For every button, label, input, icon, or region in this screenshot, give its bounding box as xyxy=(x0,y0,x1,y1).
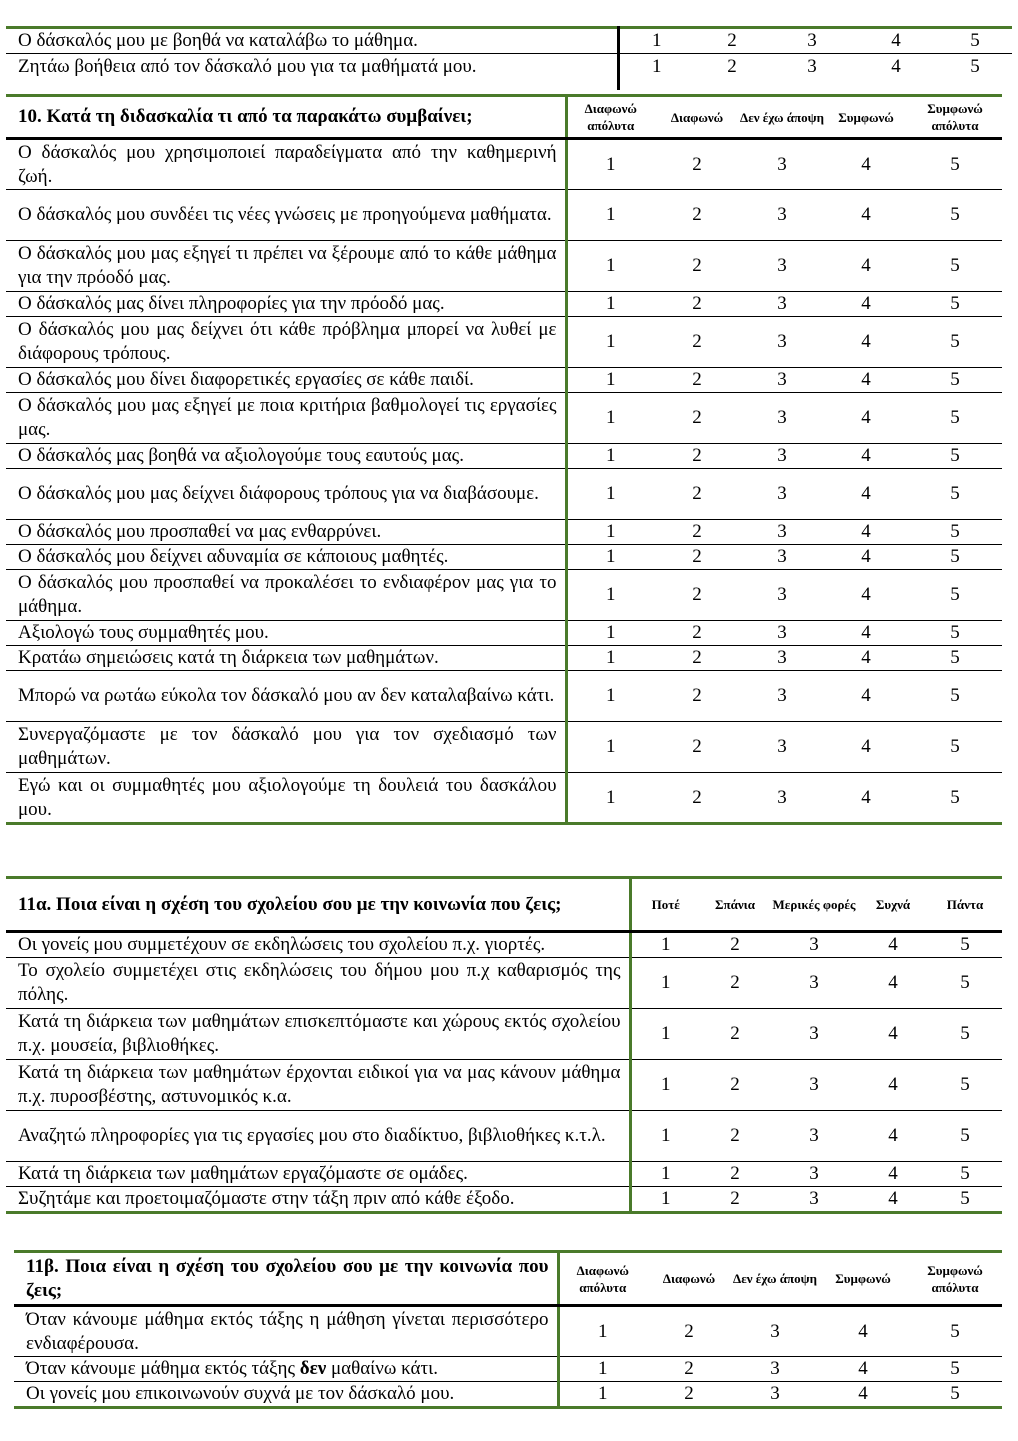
table-row xyxy=(6,722,1002,773)
option-5[interactable]: 5 xyxy=(908,545,1002,570)
table-row xyxy=(6,368,1002,393)
question-text: Ο δάσκαλός μας δίνει πληροφορίες για την πρόοδό μας. xyxy=(6,292,566,317)
option-4[interactable]: 4 xyxy=(824,773,908,824)
question-text: Συνεργαζόμαστε με τον δάσκαλό μου για τον σχεδιασμό των μαθημάτων. xyxy=(6,722,566,773)
option-3[interactable]: 3 xyxy=(770,1009,858,1060)
option-1[interactable]: 1 xyxy=(598,1320,608,1342)
option-2[interactable]: 2 xyxy=(654,292,740,317)
option-2[interactable]: 2 xyxy=(684,1320,694,1342)
option-1[interactable]: 1 xyxy=(630,1162,700,1187)
section-header xyxy=(6,96,1002,139)
table-row xyxy=(6,958,1002,1009)
scale-label: Συμφωνώ απόλυτα xyxy=(908,1252,1002,1306)
option-4[interactable]: 4 xyxy=(858,1060,928,1111)
option-4[interactable]: 4 xyxy=(824,292,908,317)
question-text xyxy=(14,1357,558,1382)
table-row xyxy=(6,1162,1002,1187)
option-3[interactable]: 3 xyxy=(740,646,824,671)
option-3[interactable]: 3 xyxy=(740,469,824,520)
table-row xyxy=(6,773,1002,824)
table-row xyxy=(6,621,1002,646)
option-2[interactable]: 2 xyxy=(654,469,740,520)
option-1[interactable]: 1 xyxy=(566,722,654,773)
option-2[interactable]: 2 xyxy=(654,368,740,393)
option-5[interactable]: 5 xyxy=(908,621,1002,646)
question-text: Ο δάσκαλός μου προσπαθεί να μας ενθαρρύνει. xyxy=(6,520,566,545)
option-5[interactable]: 5 xyxy=(928,1187,1002,1213)
option-4[interactable]: 4 xyxy=(858,958,928,1009)
option-1[interactable]: 1 xyxy=(630,958,700,1009)
option-5[interactable]: 5 xyxy=(928,1060,1002,1111)
option-5[interactable]: 5 xyxy=(950,1320,960,1342)
option-3[interactable]: 3 xyxy=(740,570,824,621)
option-4[interactable]: 4 xyxy=(824,317,908,368)
scale-label: Σπάνια xyxy=(700,878,770,932)
table-row xyxy=(6,469,1002,520)
option-3[interactable]: 3 xyxy=(770,958,858,1009)
option-1[interactable]: 1 xyxy=(566,520,654,545)
option-2[interactable]: 2 xyxy=(730,934,740,955)
option-1[interactable]: 1 xyxy=(566,444,654,469)
question-text: Κατά τη διάρκεια των μαθημάτων έρχονται ειδικοί για να μας κάνουν μάθημα π.χ. πυροσβέστης, αστυνομικός κ.α. xyxy=(6,1060,630,1111)
option-2[interactable]: 2 xyxy=(654,671,740,722)
question-text: Ο δάσκαλός μας βοηθά να αξιολογούμε τους εαυτούς μας. xyxy=(6,444,566,469)
section-header xyxy=(14,1252,1002,1306)
option-4[interactable]: 4 xyxy=(854,54,938,90)
option-3[interactable]: 3 xyxy=(740,545,824,570)
option-1[interactable]: 1 xyxy=(606,153,616,175)
table-row xyxy=(6,520,1002,545)
question-text: Κατά τη διάρκεια των μαθημάτων εργαζόμαστε σε ομάδες. xyxy=(6,1162,630,1187)
table-row xyxy=(6,190,1002,241)
option-5[interactable]: 5 xyxy=(928,1009,1002,1060)
table-row xyxy=(6,646,1002,671)
option-4[interactable]: 4 xyxy=(888,934,898,955)
table-row xyxy=(6,139,1002,190)
table-row xyxy=(14,1357,1002,1382)
option-1[interactable]: 1 xyxy=(566,570,654,621)
question-text: Ζητάω βοήθεια από τον δάσκαλό μου για τα μαθήματά μου. xyxy=(6,54,618,90)
table-row xyxy=(6,545,1002,570)
option-5[interactable]: 5 xyxy=(908,444,1002,469)
option-4[interactable]: 4 xyxy=(824,241,908,292)
question-text: Ο δάσκαλός μου δείχνει αδυναμία σε κάποιους μαθητές. xyxy=(6,545,566,570)
option-1[interactable]: 1 xyxy=(630,1009,700,1060)
option-3[interactable]: 3 xyxy=(740,773,824,824)
section-11b-table xyxy=(14,1250,1002,1409)
table-row xyxy=(6,393,1002,444)
option-5[interactable]: 5 xyxy=(908,241,1002,292)
option-2[interactable]: 2 xyxy=(654,444,740,469)
question-text: Κρατάω σημειώσεις κατά τη διάρκεια των μαθημάτων. xyxy=(6,646,566,671)
option-5[interactable]: 5 xyxy=(938,54,1012,90)
option-2[interactable]: 2 xyxy=(654,393,740,444)
table-row xyxy=(6,1111,1002,1162)
question-text: Οι γονείς μου συμμετέχουν σε εκδηλώσεις του σχολείου π.χ. γιορτές. xyxy=(6,932,630,958)
table-row xyxy=(6,1060,1002,1111)
section-title: 11α. Ποια είναι η σχέση του σχολείου σου με την κοινωνία που ζεις; xyxy=(6,878,630,932)
option-3[interactable]: 3 xyxy=(809,934,819,955)
option-5[interactable]: 5 xyxy=(908,393,1002,444)
option-5[interactable]: 5 xyxy=(908,190,1002,241)
option-5[interactable]: 5 xyxy=(928,1162,1002,1187)
table-row xyxy=(6,444,1002,469)
question-text: Ο δάσκαλός μου δίνει διαφορετικές εργασίες σε κάθε παιδί. xyxy=(6,368,566,393)
option-5[interactable]: 5 xyxy=(908,1382,1002,1408)
option-2[interactable]: 2 xyxy=(654,545,740,570)
option-3[interactable]: 3 xyxy=(732,1357,818,1382)
option-2[interactable]: 2 xyxy=(654,773,740,824)
option-2[interactable]: 2 xyxy=(654,190,740,241)
option-1[interactable]: 1 xyxy=(566,646,654,671)
option-4[interactable]: 4 xyxy=(858,1187,928,1213)
option-5[interactable]: 5 xyxy=(908,722,1002,773)
option-2[interactable]: 2 xyxy=(654,722,740,773)
option-4[interactable]: 4 xyxy=(824,646,908,671)
option-4[interactable]: 4 xyxy=(824,190,908,241)
table-row xyxy=(6,292,1002,317)
section-title: 10. Κατά τη διδασκαλία τι από τα παρακάτω συμβαίνει; xyxy=(6,96,566,139)
option-4[interactable]: 4 xyxy=(824,722,908,773)
option-3[interactable]: 3 xyxy=(740,520,824,545)
scale-label: Συμφωνώ απόλυτα xyxy=(908,96,1002,139)
option-1[interactable]: 1 xyxy=(630,1111,700,1162)
option-2[interactable]: 2 xyxy=(654,646,740,671)
option-2[interactable]: 2 xyxy=(654,570,740,621)
option-2[interactable]: 2 xyxy=(700,1162,770,1187)
scale-label: Πάντα xyxy=(928,878,1002,932)
option-2[interactable]: 2 xyxy=(700,1111,770,1162)
question-text: Όταν κάνουμε μάθημα εκτός τάξης η μάθηση γίνεται περισσότερο ενδιαφέρουσα. xyxy=(14,1306,558,1357)
question-text: Ο δάσκαλός μου μας εξηγεί τι πρέπει να ξέρουμε από το κάθε μάθημα για την πρόοδό μας. xyxy=(6,241,566,292)
option-4[interactable]: 4 xyxy=(818,1382,908,1408)
question-text: Ο δάσκαλός μου μας δείχνει ότι κάθε πρόβλημα μπορεί να λυθεί με διάφορους τρόπους. xyxy=(6,317,566,368)
table-row xyxy=(6,317,1002,368)
option-2[interactable]: 2 xyxy=(700,1060,770,1111)
table-row xyxy=(14,1306,1002,1357)
option-4[interactable]: 4 xyxy=(824,444,908,469)
option-3[interactable]: 3 xyxy=(740,671,824,722)
question-text: Ο δάσκαλός μου με βοηθά να καταλάβω το μάθημα. xyxy=(6,28,618,54)
option-1[interactable]: 1 xyxy=(566,368,654,393)
option-4[interactable]: 4 xyxy=(824,469,908,520)
option-3[interactable]: 3 xyxy=(740,444,824,469)
option-1[interactable]: 1 xyxy=(566,190,654,241)
table-row xyxy=(6,28,1012,54)
option-5[interactable]: 5 xyxy=(908,646,1002,671)
question-text: Ο δάσκαλός μου προσπαθεί να προκαλέσει το ενδιαφέρον μας για το μάθημα. xyxy=(6,570,566,621)
option-1[interactable]: 1 xyxy=(566,469,654,520)
question-text: Εγώ και οι συμμαθητές μου αξιολογούμε τη δουλειά του δασκάλου μου. xyxy=(6,773,566,824)
option-5[interactable]: 5 xyxy=(928,1111,1002,1162)
table-row xyxy=(6,241,1002,292)
option-5[interactable]: 5 xyxy=(908,469,1002,520)
option-4[interactable]: 4 xyxy=(824,393,908,444)
section-header xyxy=(6,878,1002,932)
option-4[interactable]: 4 xyxy=(858,1009,928,1060)
option-1[interactable]: 1 xyxy=(566,621,654,646)
question-text: Κατά τη διάρκεια των μαθημάτων επισκεπτόμαστε και χώρους εκτός σχολείου π.χ. μουσεία, βιβλιοθήκες. xyxy=(6,1009,630,1060)
option-3[interactable]: 3 xyxy=(770,28,854,54)
option-4[interactable]: 4 xyxy=(824,520,908,545)
top-table xyxy=(6,26,1012,90)
option-1[interactable]: 1 xyxy=(566,393,654,444)
question-text: Αναζητώ πληροφορίες για τις εργασίες μου στο διαδίκτυο, βιβλιοθήκες κ.τ.λ. xyxy=(6,1111,630,1162)
option-1[interactable]: 1 xyxy=(558,1382,646,1408)
option-1[interactable]: 1 xyxy=(618,54,694,90)
table-row xyxy=(6,932,1002,958)
option-3[interactable]: 3 xyxy=(770,1111,858,1162)
question-text: Ο δάσκαλός μου μας εξηγεί με ποια κριτήρια βαθμολογεί τις εργασίες μας. xyxy=(6,393,566,444)
option-2[interactable]: 2 xyxy=(700,958,770,1009)
option-5[interactable]: 5 xyxy=(950,153,960,175)
option-4[interactable]: 4 xyxy=(824,545,908,570)
scale-label: Διαφωνώ απόλυτα xyxy=(558,1252,646,1306)
option-1[interactable]: 1 xyxy=(630,1060,700,1111)
question-text: Συζητάμε και προετοιμαζόμαστε στην τάξη πριν από κάθε έξοδο. xyxy=(6,1187,630,1213)
option-5[interactable]: 5 xyxy=(908,1357,1002,1382)
option-1[interactable]: 1 xyxy=(566,241,654,292)
option-1[interactable]: 1 xyxy=(566,773,654,824)
option-3[interactable]: 3 xyxy=(770,54,854,90)
option-1[interactable]: 1 xyxy=(618,28,694,54)
option-4[interactable]: 4 xyxy=(858,1111,928,1162)
option-3[interactable]: 3 xyxy=(740,190,824,241)
scale-label: Συχνά xyxy=(858,878,928,932)
option-2[interactable]: 2 xyxy=(692,153,702,175)
table-row xyxy=(6,1009,1002,1060)
option-4[interactable]: 4 xyxy=(854,28,938,54)
question-text: Ο δάσκαλός μου συνδέει τις νέες γνώσεις με προηγούμενα μαθήματα. xyxy=(6,190,566,241)
option-2[interactable]: 2 xyxy=(694,28,770,54)
option-2[interactable]: 2 xyxy=(700,1187,770,1213)
scale-label: Συμφωνώ xyxy=(818,1252,908,1306)
question-text: Αξιολογώ τους συμμαθητές μου. xyxy=(6,621,566,646)
scale-label: Διαφωνώ απόλυτα xyxy=(566,96,654,139)
option-5[interactable]: 5 xyxy=(908,671,1002,722)
question-text-part: Όταν κάνουμε μάθημα εκτός τάξης xyxy=(26,1358,300,1379)
scale-label: Ποτέ xyxy=(630,878,700,932)
table-row xyxy=(6,1187,1002,1213)
option-4[interactable]: 4 xyxy=(824,570,908,621)
option-5[interactable]: 5 xyxy=(928,958,1002,1009)
scale-label: Δεν έχω άποψη xyxy=(740,96,824,139)
option-3[interactable]: 3 xyxy=(740,317,824,368)
option-5[interactable]: 5 xyxy=(908,520,1002,545)
option-1[interactable]: 1 xyxy=(566,545,654,570)
option-3[interactable]: 3 xyxy=(770,1187,858,1213)
option-4[interactable]: 4 xyxy=(858,1320,868,1342)
option-1[interactable]: 1 xyxy=(558,1357,646,1382)
option-2[interactable]: 2 xyxy=(654,317,740,368)
option-4[interactable]: 4 xyxy=(858,1162,928,1187)
table-row xyxy=(6,570,1002,621)
option-3[interactable]: 3 xyxy=(770,1162,858,1187)
option-3[interactable]: 3 xyxy=(740,368,824,393)
option-2[interactable]: 2 xyxy=(646,1357,732,1382)
option-5[interactable]: 5 xyxy=(938,28,1012,54)
option-5[interactable]: 5 xyxy=(908,773,1002,824)
option-1[interactable]: 1 xyxy=(661,934,671,955)
option-4[interactable]: 4 xyxy=(818,1357,908,1382)
scale-label: Διαφωνώ xyxy=(654,96,740,139)
option-1[interactable]: 1 xyxy=(566,671,654,722)
option-3[interactable]: 3 xyxy=(770,1060,858,1111)
option-5[interactable]: 5 xyxy=(908,368,1002,393)
option-2[interactable]: 2 xyxy=(694,54,770,90)
scale-label: Διαφωνώ xyxy=(646,1252,732,1306)
option-3[interactable]: 3 xyxy=(770,1320,780,1342)
table-row xyxy=(6,671,1002,722)
option-4[interactable]: 4 xyxy=(824,368,908,393)
option-3[interactable]: 3 xyxy=(740,722,824,773)
option-1[interactable]: 1 xyxy=(566,317,654,368)
scale-label: Συμφωνώ xyxy=(824,96,908,139)
option-5[interactable]: 5 xyxy=(960,934,970,955)
option-4[interactable]: 4 xyxy=(824,671,908,722)
option-2[interactable]: 2 xyxy=(646,1382,732,1408)
option-5[interactable]: 5 xyxy=(908,292,1002,317)
option-1[interactable]: 1 xyxy=(630,1187,700,1213)
question-text: Ο δάσκαλός μου μας δείχνει διάφορους τρόπους για να διαβάσουμε. xyxy=(6,469,566,520)
option-2[interactable]: 2 xyxy=(654,241,740,292)
section-10-table xyxy=(6,94,1002,825)
option-3[interactable]: 3 xyxy=(740,292,824,317)
question-text-part: μαθαίνω κάτι. xyxy=(326,1358,438,1379)
option-3[interactable]: 3 xyxy=(740,621,824,646)
scale-label: Δεν έχω άποψη xyxy=(732,1252,818,1306)
option-1[interactable]: 1 xyxy=(566,292,654,317)
option-5[interactable]: 5 xyxy=(908,317,1002,368)
section-title: 11β. Ποια είναι η σχέση του σχολείου σου με την κοινωνία που ζεις; xyxy=(14,1252,558,1306)
option-2[interactable]: 2 xyxy=(700,1009,770,1060)
scale-label: Μερικές φορές xyxy=(770,878,858,932)
question-text: Το σχολείο συμμετέχει στις εκδηλώσεις του δήμου μου π.χ καθαρισμός της πόλης. xyxy=(6,958,630,1009)
option-3[interactable]: 3 xyxy=(740,241,824,292)
table-row xyxy=(14,1382,1002,1408)
table-row xyxy=(6,54,1012,90)
option-2[interactable]: 2 xyxy=(654,520,740,545)
option-4[interactable]: 4 xyxy=(861,153,871,175)
section-11a-table xyxy=(6,876,1002,1214)
option-2[interactable]: 2 xyxy=(654,621,740,646)
option-3[interactable]: 3 xyxy=(732,1382,818,1408)
question-text: Ο δάσκαλός μου χρησιμοποιεί παραδείγματα από την καθημερινή ζωή. xyxy=(6,139,566,190)
option-5[interactable]: 5 xyxy=(908,570,1002,621)
question-text: Οι γονείς μου επικοινωνούν συχνά με τον δάσκαλό μου. xyxy=(14,1382,558,1408)
question-text: Μπορώ να ρωτάω εύκολα τον δάσκαλό μου αν δεν καταλαβαίνω κάτι. xyxy=(6,671,566,722)
option-3[interactable]: 3 xyxy=(777,153,787,175)
option-3[interactable]: 3 xyxy=(740,393,824,444)
question-text-emphasis: δεν xyxy=(299,1358,327,1379)
option-4[interactable]: 4 xyxy=(824,621,908,646)
